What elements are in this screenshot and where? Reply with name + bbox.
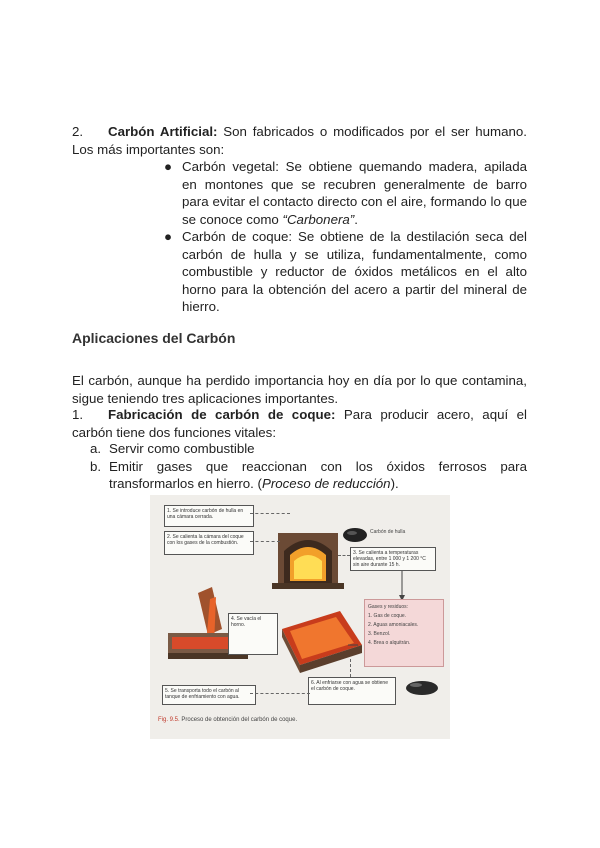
list-letter: b. xyxy=(90,458,102,474)
leader-line xyxy=(338,555,350,556)
gas-item: 4. Brea o alquitrán. xyxy=(368,640,411,646)
bullet-tail: . xyxy=(354,211,358,227)
gas-item: 2. Aguas amoniacales. xyxy=(368,622,419,628)
coke-process-figure xyxy=(150,495,450,739)
bullet-icon: ● xyxy=(164,159,173,174)
list-item-italic: Proceso de reducción xyxy=(261,476,391,491)
gases-residues-box xyxy=(364,599,444,667)
artificial-carbon-list xyxy=(160,158,527,316)
step-5-box: 5. Se transporta todo el carbón al tanque de enfriamiento con agua. xyxy=(162,685,256,705)
bullet-icon: ● xyxy=(164,229,173,244)
coke-oven-illustration xyxy=(272,533,344,589)
item-1-paragraph xyxy=(72,406,527,441)
item-1-text: Para producir acero, aquí el carbón tiene dos funciones vitales: xyxy=(72,407,527,440)
step-6-box: 6. Al enfriarse con agua se obtiene el carbón de coque. xyxy=(308,677,396,705)
coke-pile-illustration xyxy=(406,681,438,695)
list-item xyxy=(160,228,527,316)
section-2-title: Carbón Artificial: xyxy=(108,124,218,139)
bullet-text: Carbón de coque: Se obtiene de la destilación seca del carbón de hulla y se utiliza, fundamentalmente, como combustible y reductor de óxidos metálicos en el alto horno para la obtención del acero a partir del mineral de hierro. xyxy=(182,229,527,314)
functions-list xyxy=(90,440,527,493)
list-item xyxy=(90,440,527,458)
list-item-text: Emitir gases que reaccionan con los óxidos ferrosos para transformarlos en hierro. ( xyxy=(109,458,527,491)
step-1-box: 1. Se introduce carbón de hulla en una cámara cerrada. xyxy=(164,505,254,527)
step-4-box: 4. Se vacía el horno. xyxy=(228,613,278,655)
bullet-text: Carbón vegetal: Se obtiene quemando madera, apilada en montones que se recubren generalmente de barro para evitar el contacto directo con el aire, formando lo que se conoce como xyxy=(182,159,527,227)
step-2-box: 2. Se calienta la cámara del coque con los gases de la combustión. xyxy=(164,531,254,555)
gas-item: 3. Benzol. xyxy=(368,631,391,637)
list-item-tail: ). xyxy=(390,476,399,491)
gas-item: 1. Gas de coque. xyxy=(368,613,407,619)
list-item xyxy=(160,158,527,228)
bullet-italic: “Carbonera” xyxy=(282,211,355,227)
applications-intro: El carbón, aunque ha perdido importancia hoy en día por lo que contamina, sigue teniendo tres aplicaciones importantes. xyxy=(72,373,527,406)
leader-line xyxy=(350,659,351,677)
caption-text: Proceso de obtención del carbón de coque. xyxy=(181,717,298,723)
list-item-text: Servir como combustible xyxy=(109,441,255,456)
item-1-number: 1. xyxy=(72,407,84,422)
coal-lump-illustration xyxy=(343,528,367,542)
section-heading: Aplicaciones del Carbón xyxy=(72,330,236,346)
coal-label: Carbón de hulla xyxy=(370,529,406,535)
figure-caption xyxy=(158,717,297,723)
leader-line xyxy=(250,693,310,694)
gases-title: Gases y residuos: xyxy=(368,604,409,610)
step-3-box: 3. Se calienta a temperaturas elevadas, entre 1 000 y 1 200 °C sin aire durante 15 h. xyxy=(350,547,436,571)
list-item xyxy=(90,458,527,493)
section-2-text: Son fabricados o modificados por el ser humano. Los más importantes son: xyxy=(72,124,527,157)
list-letter: a. xyxy=(90,441,102,456)
leader-line xyxy=(250,541,280,542)
section-2-number: 2. xyxy=(72,124,84,139)
caption-figure-number: Fig. 9.5. xyxy=(158,717,180,723)
section-2-paragraph xyxy=(72,123,527,158)
leader-line xyxy=(250,513,290,514)
item-1-title: Fabricación de carbón de coque: xyxy=(108,407,336,422)
